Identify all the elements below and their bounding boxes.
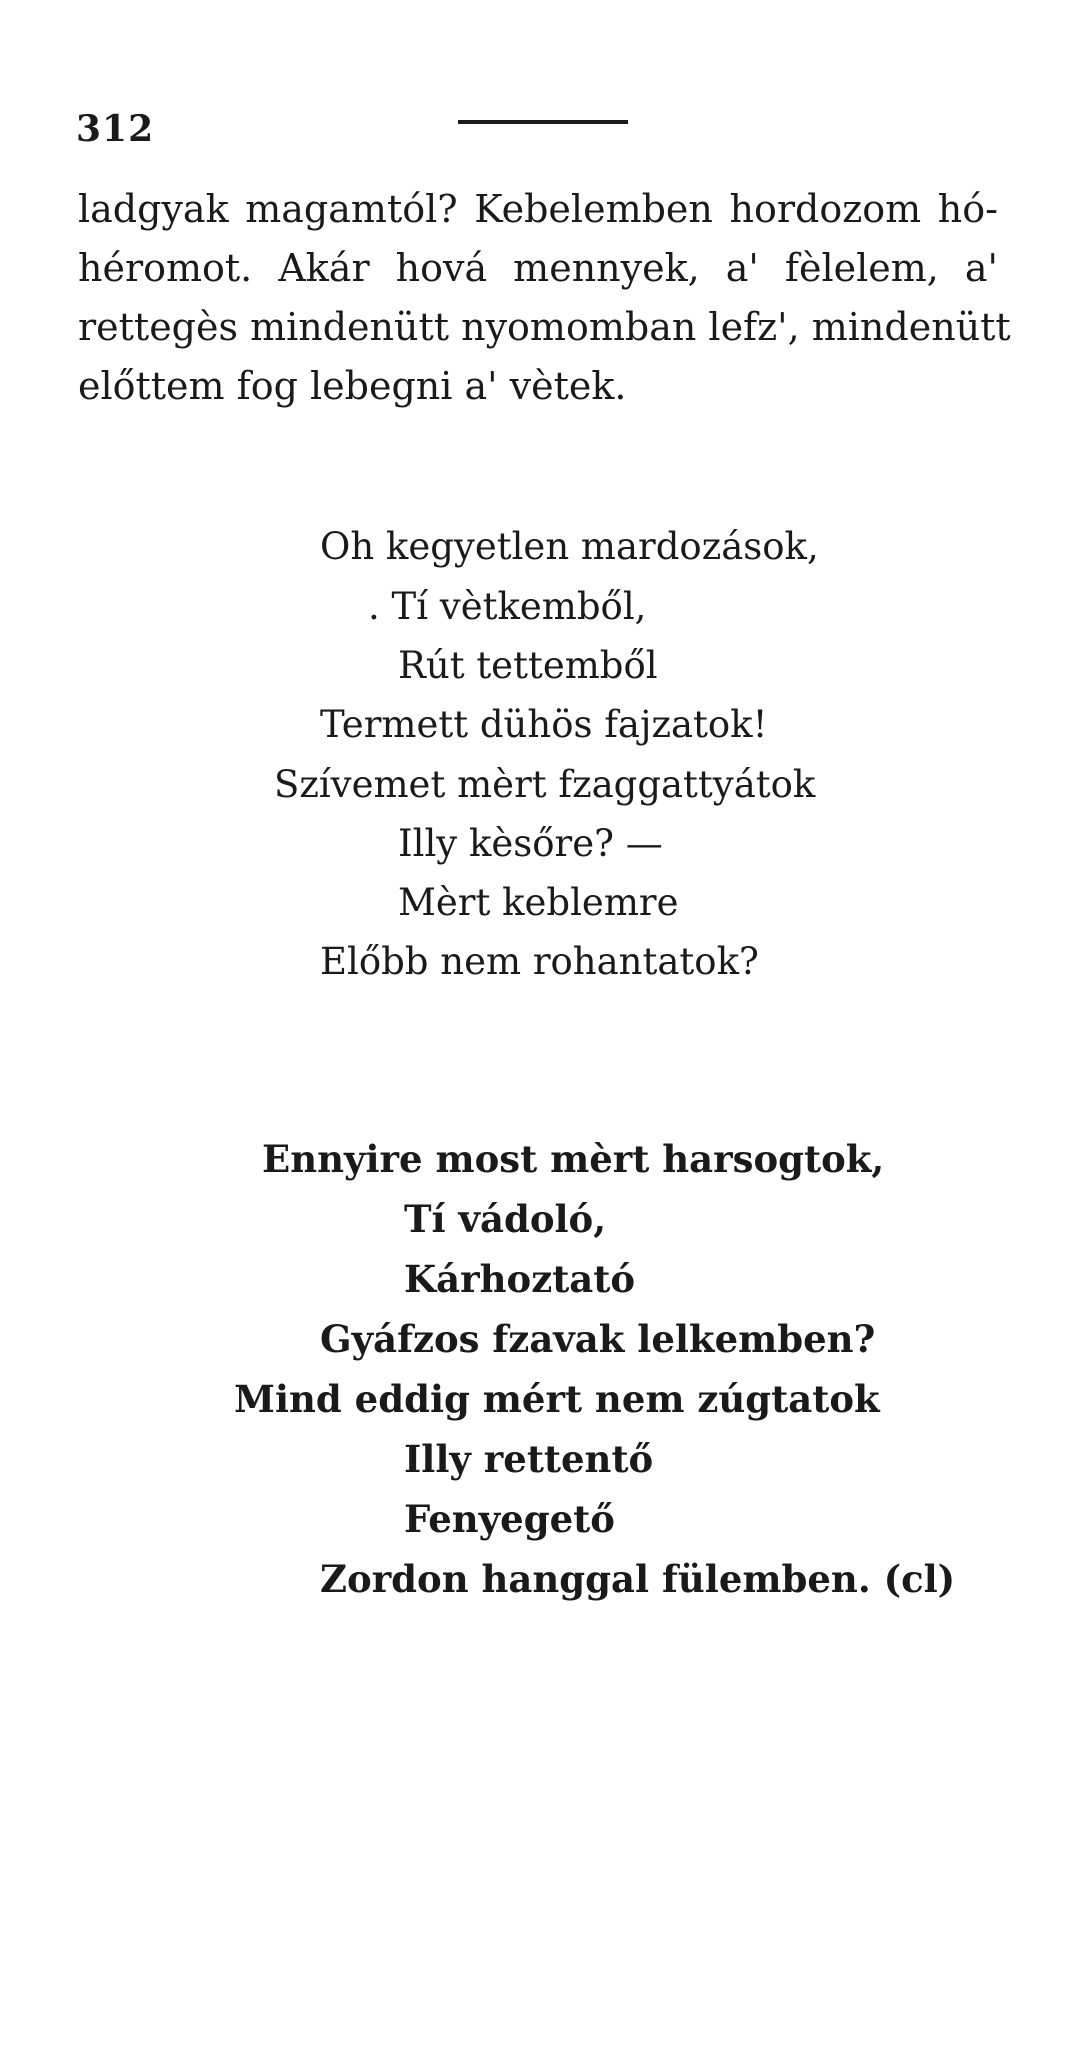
verse-line: Mèrt keblemre xyxy=(398,881,679,924)
prose-line: előttem fog lebegni a' vètek. xyxy=(78,364,627,408)
verse-line: Illy rettentő xyxy=(404,1437,654,1481)
prose-line: rettegès mindenütt nyomomban lefz', mindenütt xyxy=(78,305,1011,349)
verse-line: Gyáfzos fzavak lelkemben? xyxy=(320,1317,876,1361)
verse-line: Előbb nem rohantatok? xyxy=(320,940,759,983)
verse-line: Ennyire most mèrt harsogtok, xyxy=(262,1137,885,1181)
verse-line: Termett dühös fajzatok! xyxy=(320,703,768,746)
prose-line: héromot. Akár hová mennyek, a' fèlelem, a' xyxy=(78,246,998,290)
verse-line: Illy kèsőre? — xyxy=(398,822,663,865)
verse-line: Rút tettemből xyxy=(398,644,658,687)
verse-line: Tí vádoló, xyxy=(404,1197,607,1241)
verse-line: Mind eddig mért nem zúgtatok xyxy=(234,1377,880,1421)
verse-line: Oh kegyetlen mardozások, xyxy=(320,525,819,568)
verse-line: Kárhoztató xyxy=(404,1257,636,1301)
verse-line: Szívemet mèrt fzaggattyátok xyxy=(274,763,816,806)
verse-line: Fenyegető xyxy=(404,1497,615,1541)
verse-line: Zordon hanggal fülemben. (cl) xyxy=(320,1557,956,1601)
prose-line: ladgyak magamtól? Kebelemben hordozom hó- xyxy=(78,187,998,231)
verse-line: . Tí vètkemből, xyxy=(368,585,647,628)
page-number: 312 xyxy=(76,108,155,150)
